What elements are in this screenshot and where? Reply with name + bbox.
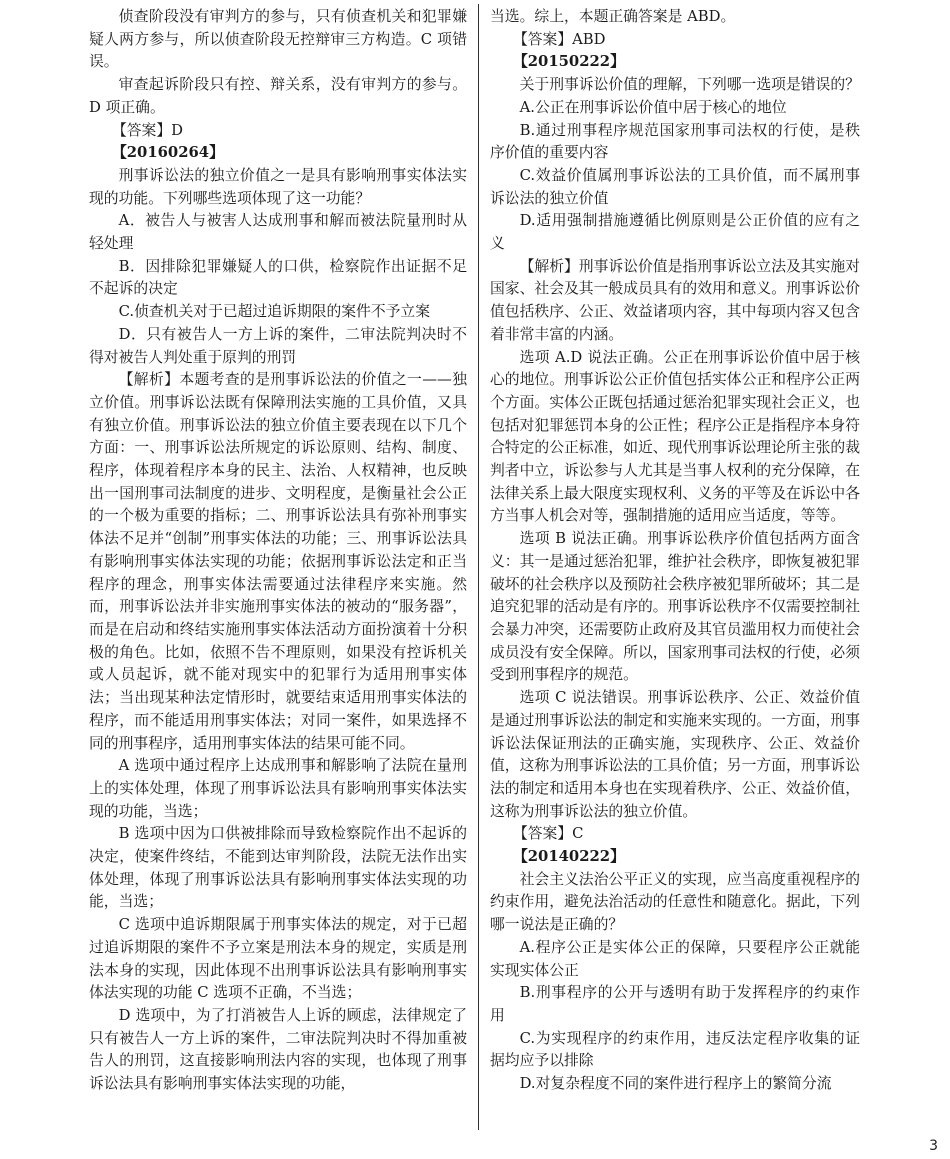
paragraph: B.刑事程序的公开与透明有助于发挥程序的约束作用 bbox=[490, 984, 860, 1024]
paragraph: 当选。综上，本题正确答案是 ABD。 bbox=[490, 8, 736, 25]
left-column bbox=[89, 6, 467, 1096]
paragraph: 审查起诉阶段只有控、辩关系，没有审判方的参与。D 项正确。 bbox=[89, 76, 467, 116]
answer-line: 【答案】D bbox=[111, 121, 183, 139]
question-id: 【20140222】 bbox=[512, 848, 625, 866]
paragraph: D 选项中，为了打消被告人上诉的顾虑，法律规定了只有被告人一方上诉的案件，二审法院判决时不得加重被告人的刑罚，这直接影响刑法内容的实现，也体现了刑事诉讼法具有影响刑事实体法实现的功能， bbox=[89, 1006, 467, 1093]
question-id: 【20150222】 bbox=[512, 53, 625, 71]
paragraph: C.为实现程序的约束作用，违反法定程序收集的证据均应予以排除 bbox=[490, 1029, 860, 1070]
paragraph: C.侦查机关对于已超过追诉期限的案件不予立案 bbox=[118, 303, 431, 321]
paragraph: B 选项中因为口供被排除而导致检察院作出不起诉的决定，使案件终结，不能到达审判阶段，法院无法作出实体处理，体现了刑事诉讼法具有影响刑事实体法实现的功能，当选； bbox=[89, 825, 467, 911]
paragraph: 关于刑事诉讼价值的理解，下列哪一选项是错误的？ bbox=[519, 76, 860, 94]
paragraph: 刑事诉讼法的独立价值之一是具有影响刑事实体法实现的功能。下列哪些选项体现了这一功能？ bbox=[89, 166, 467, 207]
paragraph: B．因排除犯罪嫌疑人的口供，检察院作出证据不足不起诉的决定 bbox=[89, 257, 467, 298]
answer-line: 【答案】ABD bbox=[512, 30, 606, 48]
paragraph: A.公正在刑事诉讼价值中居于核心的地位 bbox=[519, 98, 787, 116]
paragraph: A．被告人与被害人达成刑事和解而被法院量刑时从轻处理 bbox=[89, 212, 467, 253]
page-number: 3 bbox=[929, 1138, 938, 1154]
column-divider bbox=[478, 4, 479, 1130]
paragraph: C.效益价值属刑事诉讼法的工具价值，而不属刑事诉讼法的独立价值 bbox=[490, 166, 860, 207]
paragraph: 【解析】本题考查的是刑事诉讼法的价值之一——独立价值。刑事诉讼法既有保障刑法实施的工具价值，又具有独立价值。刑事诉讼法的独立价值主要表现在以下几个方面：一、刑事诉讼法所规定的诉讼原则、结构、制度、程序，体现着程序本身的民主、法治、人权精神，也反映出一国刑事司法制度的进步、文明程度，是衡量社会公正的一个极为重要的指标；二、刑事诉讼法具有弥补刑事实体法不足并“创制”刑事实体法的功能；三、刑事诉讼法具有影响刑事实体法实现的功能；依据刑事诉讼法定和正当程序的理念，刑事实体法需要通过法律程序来实施。然而，刑事诉讼法并非实施刑事实体法的被动的“服务器”，而是在启动和终结实施刑事实体法活动方面扮演着十分积极的角色。比如，依照不告不理原则，如果没有控诉机关或人员起诉，就不能对现实中的犯罪行为适用刑事实体法；当出现某种法定情形时，就要结束适用刑事实体法的程序，而不能适用刑事实体法；对同一案件，如果选择不同的刑事程序，适用刑事实体法的结果可能不同。 bbox=[89, 371, 467, 752]
paragraph: D.对复杂程度不同的案件进行程序上的繁简分流 bbox=[519, 1075, 832, 1093]
question-id: 【20160264】 bbox=[111, 144, 224, 162]
right-column bbox=[490, 6, 860, 1096]
paragraph: A 选项中通过程序上达成刑事和解影响了法院在量刑上的实体处理，体现了刑事诉讼法具有影响刑事实体法实现的功能，当选； bbox=[89, 757, 467, 820]
paragraph: 选项 B 说法正确。刑事诉讼秩序价值包括两方面含义：其一是通过惩治犯罪，维护社会秩序，即恢复被犯罪破坏的社会秩序以及预防社会秩序被犯罪所破坏；其二是追究犯罪的活动是有序的。刑事诉讼秩序不仅需要控制社会暴力冲突，还需要防止政府及其官员滥用权力而使社会成员没有安全保障。所以，国家刑事司法权的行使，必须受到刑事程序的规范。 bbox=[490, 530, 860, 684]
paragraph: A.程序公正是实体公正的保障，只要程序公正就能实现实体公正 bbox=[490, 938, 860, 979]
paragraph: 侦查阶段没有审判方的参与，只有侦查机关和犯罪嫌疑人两方参与，所以侦查阶段无控辩审三方构造。C 项错误。 bbox=[89, 8, 467, 71]
paragraph: D.适用强制措施遵循比例原则是公正价值的应有之义 bbox=[490, 212, 860, 253]
paragraph: D．只有被告人一方上诉的案件，二审法院判决时不得对被告人判处重于原判的刑罚 bbox=[89, 325, 467, 366]
paragraph: 【解析】刑事诉讼价值是指刑事诉讼立法及其实施对国家、社会及其一般成员具有的效用和意义。刑事诉讼价值包括秩序、公正、效益诸项内容，其中每项内容又包含着非常丰富的内涵。 bbox=[490, 257, 860, 343]
paragraph: 社会主义法治公平正义的实现，应当高度重视程序的约束作用，避免法治活动的任意性和随意化。据此，下列哪一说法是正确的？ bbox=[490, 870, 860, 934]
paragraph: C 选项中追诉期限属于刑事实体法的规定，对于已超过追诉期限的案件不予立案是刑法本身的规定，实质是刑法本身的实现，因此体现不出刑事诉讼法具有影响刑事实体法实现的功能 C 选项不正确，不当选； bbox=[89, 916, 467, 1002]
paragraph: 选项 A.D 说法正确。公正在刑事诉讼价值中居于核心的地位。刑事诉讼公正价值包括实体公正和程序公正两个方面。实体公正既包括通过惩治犯罪实现社会正义，也包括对犯罪惩罚本身的公正性；程序公正是指程序本身符合特定的公正标准，如近、现代刑事诉讼理论所主张的裁判者中立，诉讼参与人尤其是当事人权利的充分保障，在法律关系上最大限度实现权利、义务的平等及在诉讼中各方当事人机会对等，强制措施的适用应当适度，等等。 bbox=[490, 348, 860, 525]
paragraph: 选项 C 说法错误。刑事诉讼秩序、公正、效益价值是通过刑事诉讼法的制定和实施来实现的。一方面，刑事诉讼法保证刑法的正确实施，实现秩序、公正、效益价值，这称为刑事诉讼法的工具价值；另一方面，刑事诉讼法的制定和适用本身也在实现着秩序、公正、效益价值，这称为刑事诉讼法的独立价值。 bbox=[490, 689, 860, 820]
answer-line: 【答案】C bbox=[512, 825, 584, 843]
paragraph: B.通过刑事程序规范国家刑事司法权的行使，是秩序价值的重要内容 bbox=[490, 121, 860, 162]
